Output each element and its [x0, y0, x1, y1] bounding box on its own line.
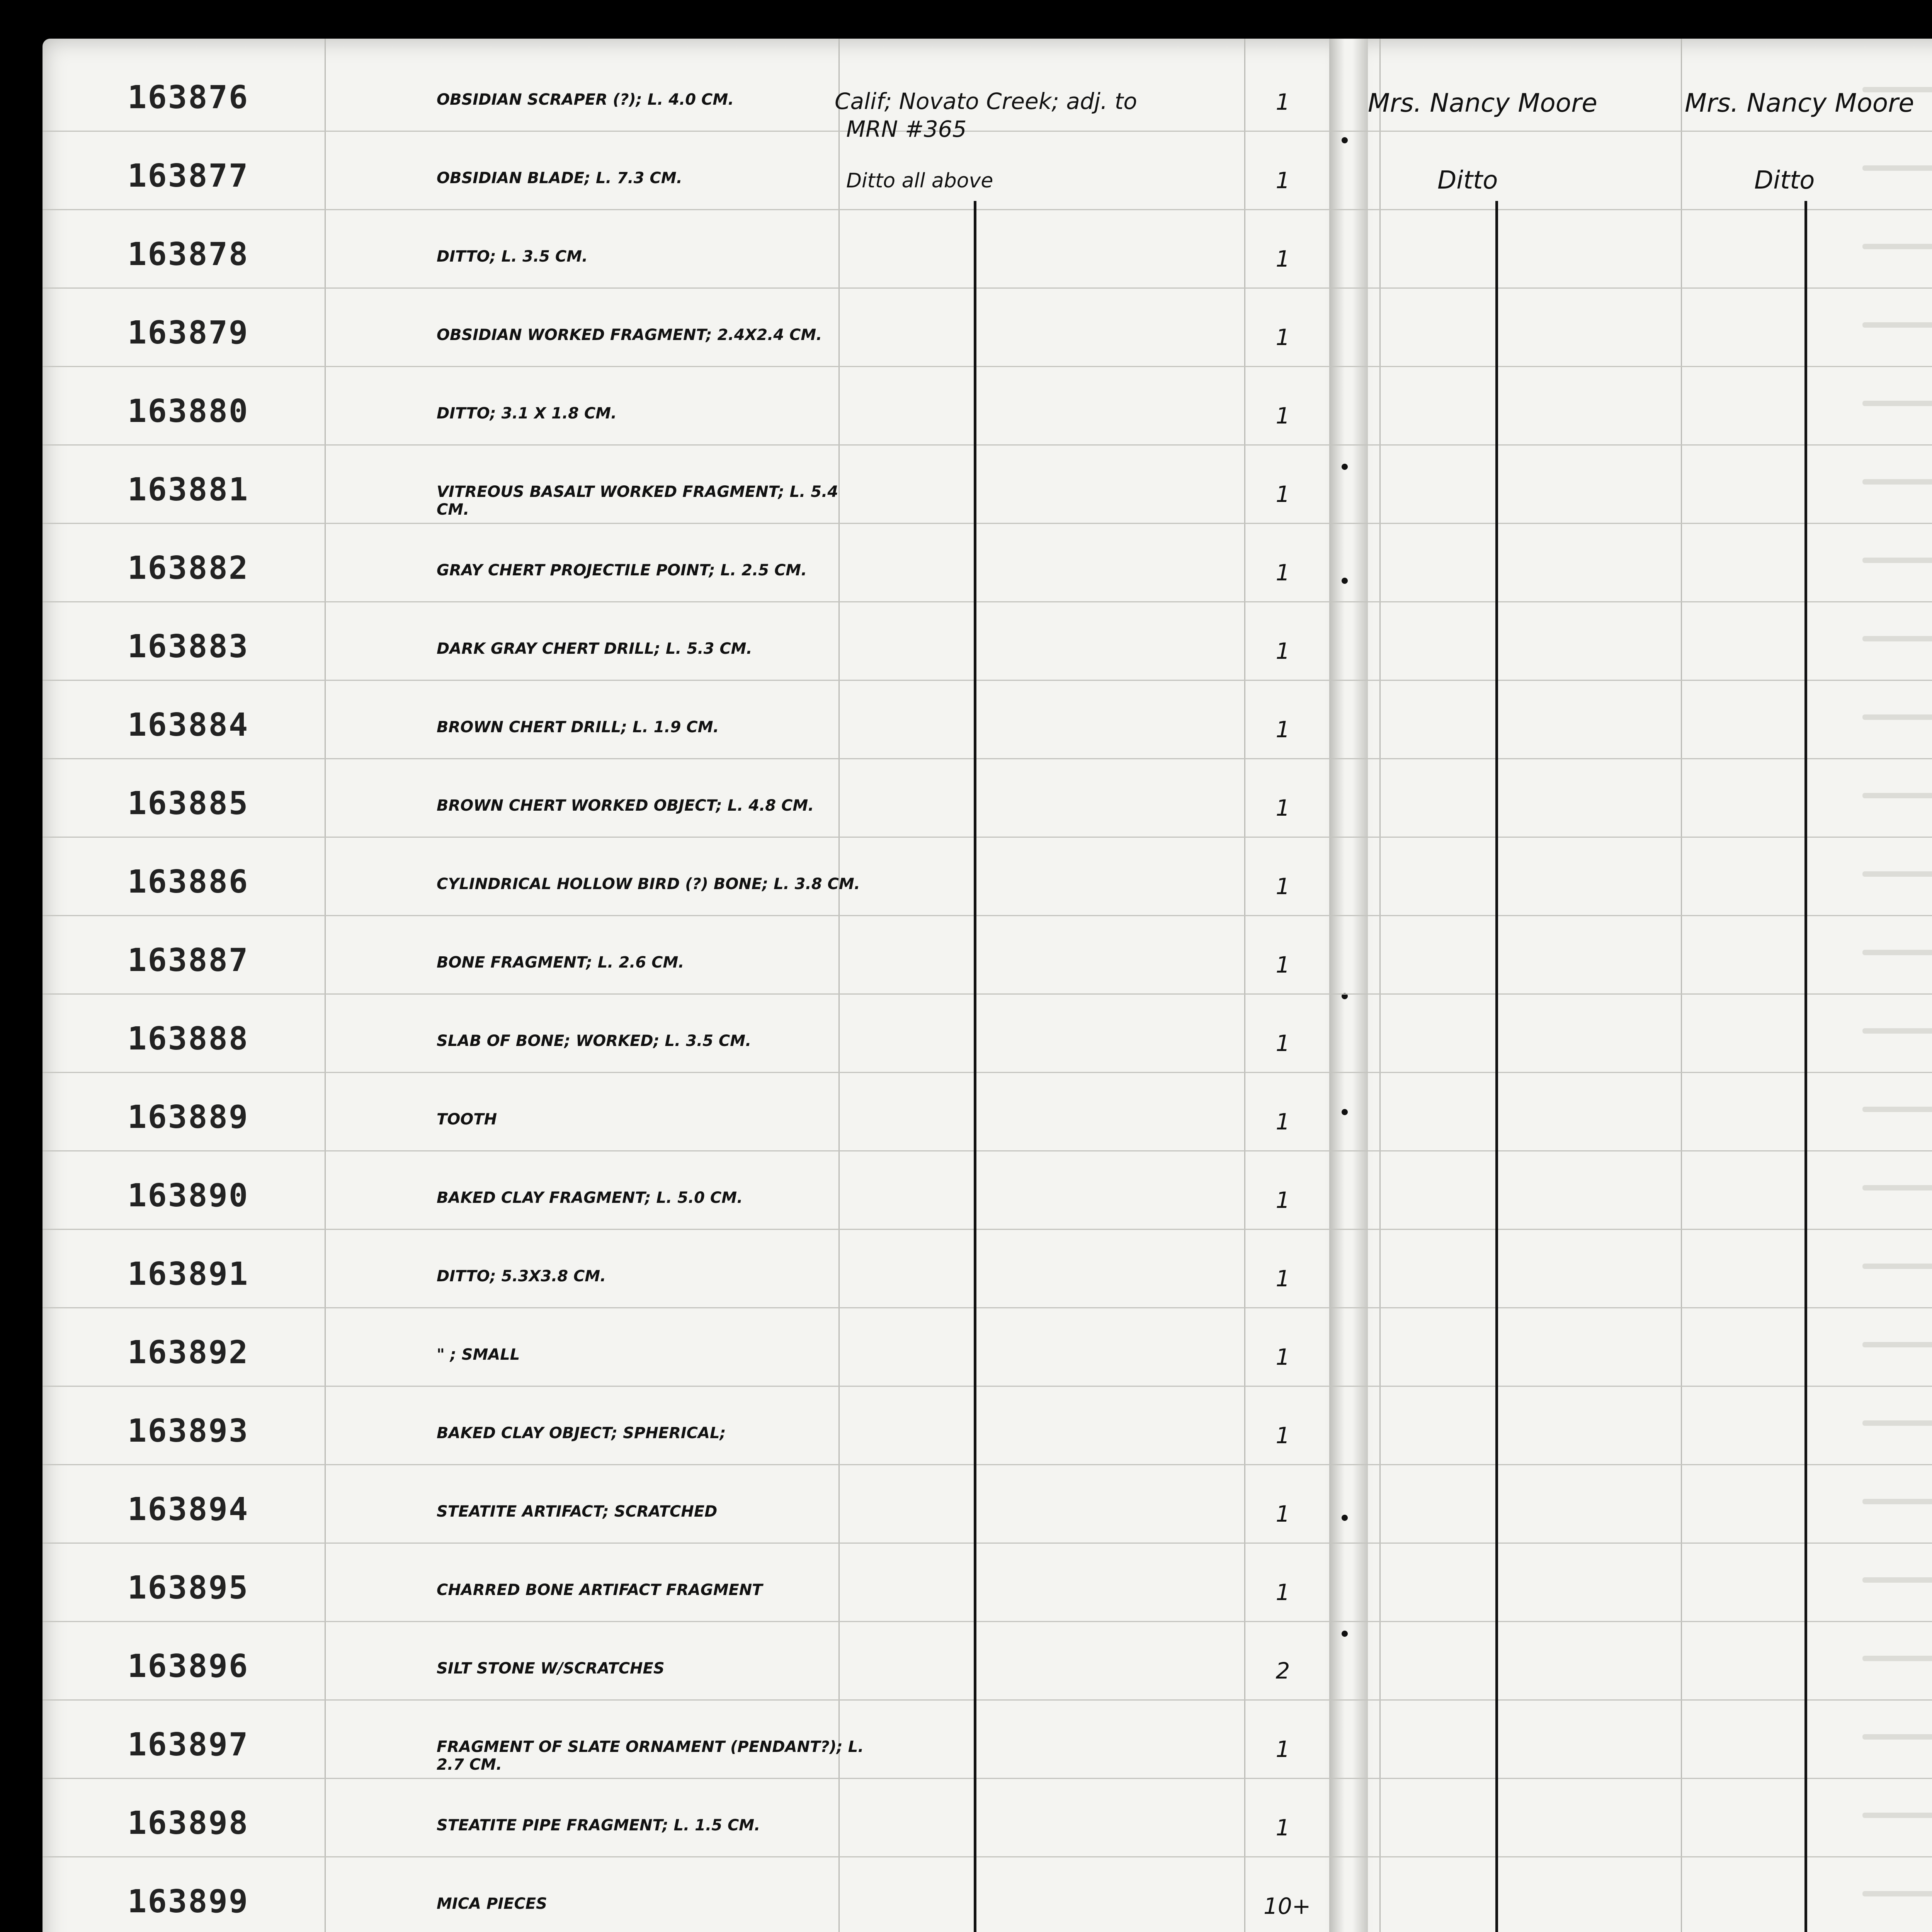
- item-quantity: 1: [1276, 167, 1290, 194]
- bleed-through-mark: [1862, 244, 1932, 249]
- catalog-number: 163878: [128, 236, 249, 273]
- item-description: BROWN CHERT WORKED OBJECT; L. 4.8 CM.: [437, 797, 814, 815]
- item-description: BROWN CHERT DRILL; L. 1.9 CM.: [437, 718, 719, 736]
- catalog-number: 163897: [128, 1726, 249, 1763]
- row-rule: [43, 1150, 1932, 1151]
- table-row: [43, 1625, 1932, 1704]
- item-description: BONE FRAGMENT; L. 2.6 CM.: [437, 954, 684, 971]
- catalog-number: 163891: [128, 1256, 249, 1293]
- item-description: SILT STONE W/SCRATCHES: [437, 1660, 665, 1677]
- item-quantity: 1: [1276, 1030, 1290, 1056]
- collector-name: Mrs. Nancy Moore: [1368, 88, 1597, 118]
- row-rule: [43, 1621, 1932, 1622]
- catalog-number: 163877: [128, 158, 249, 194]
- bleed-through-mark: [1862, 636, 1932, 641]
- bleed-through-mark: [1862, 1264, 1932, 1269]
- catalog-number: 163880: [128, 393, 249, 430]
- ditto-line: [974, 201, 976, 1932]
- catalog-number: 163882: [128, 550, 249, 587]
- ditto-line: [1495, 201, 1498, 1932]
- bleed-through-mark: [1862, 950, 1932, 955]
- item-description: CYLINDRICAL HOLLOW BIRD (?) BONE; L. 3.8 CM.: [437, 875, 860, 893]
- item-description: BAKED CLAY FRAGMENT; L. 5.0 CM.: [437, 1189, 743, 1207]
- catalog-number: 163889: [128, 1099, 249, 1136]
- locality-line1: Calif; Novato Creek; adj. to: [835, 88, 1137, 114]
- bleed-through-mark: [1862, 322, 1932, 328]
- catalog-number: 163893: [128, 1413, 249, 1449]
- table-row: [43, 291, 1932, 371]
- row-rule: [43, 131, 1932, 132]
- collector-ditto: Ditto: [1437, 166, 1498, 195]
- table-row: [43, 1782, 1932, 1861]
- row-rule: [43, 1072, 1932, 1073]
- donor-ditto: Ditto: [1754, 166, 1815, 195]
- item-quantity: 1: [1276, 1109, 1290, 1135]
- item-description: FRAGMENT OF SLATE ORNAMENT (PENDANT?); L. 2.7 CM.: [437, 1738, 864, 1774]
- table-row: [43, 684, 1932, 763]
- locality-ditto: Ditto all above: [846, 169, 993, 192]
- item-description: GRAY CHERT PROJECTILE POINT; L. 2.5 CM.: [437, 561, 807, 579]
- item-description: DITTO; 5.3X3.8 CM.: [437, 1267, 606, 1285]
- item-description: VITREOUS BASALT WORKED FRAGMENT; L. 5.4 CM.: [437, 483, 838, 519]
- table-row: [43, 370, 1932, 449]
- bleed-through-mark: [1862, 1577, 1932, 1583]
- item-quantity: 1: [1276, 324, 1290, 350]
- row-rule: [43, 444, 1932, 446]
- item-quantity: 1: [1276, 638, 1290, 664]
- table-row: [43, 605, 1932, 684]
- item-description: OBSIDIAN BLADE; L. 7.3 CM.: [437, 169, 682, 187]
- table-row: [43, 1468, 1932, 1547]
- bleed-through-mark: [1862, 479, 1932, 485]
- bleed-through-mark: [1862, 793, 1932, 798]
- row-rule: [43, 680, 1932, 681]
- catalog-number: 163886: [128, 864, 249, 900]
- row-rule: [43, 601, 1932, 602]
- table-row: [43, 1546, 1932, 1626]
- item-quantity: 1: [1276, 560, 1290, 586]
- catalog-number: 163896: [128, 1648, 249, 1685]
- row-rule: [43, 1386, 1932, 1387]
- item-description: " ; SMALL: [437, 1346, 520, 1364]
- ditto-line: [1804, 201, 1807, 1932]
- item-quantity: 1: [1276, 1422, 1290, 1449]
- row-rule: [43, 1464, 1932, 1465]
- item-quantity: 1: [1276, 1501, 1290, 1527]
- row-rule: [43, 1307, 1932, 1308]
- table-row: [43, 762, 1932, 841]
- row-rule: [43, 915, 1932, 916]
- catalog-number: 163899: [128, 1883, 249, 1920]
- item-quantity: 1: [1276, 873, 1290, 900]
- item-quantity: 1: [1276, 246, 1290, 272]
- bleed-through-mark: [1862, 1185, 1932, 1190]
- table-row: [43, 997, 1932, 1077]
- catalog-number: 163879: [128, 315, 249, 351]
- item-quantity: 1: [1276, 716, 1290, 743]
- item-quantity: 10+: [1264, 1893, 1311, 1919]
- table-row: [43, 840, 1932, 920]
- row-rule: [43, 837, 1932, 838]
- item-description: MICA PIECES: [437, 1895, 547, 1913]
- item-description: STEATITE ARTIFACT; SCRATCHED: [437, 1503, 718, 1520]
- table-row: [43, 919, 1932, 998]
- bleed-through-mark: [1862, 1420, 1932, 1426]
- row-rule: [43, 287, 1932, 289]
- catalog-number: 163898: [128, 1805, 249, 1842]
- item-quantity: 1: [1276, 481, 1290, 507]
- row-rule: [43, 758, 1932, 759]
- table-row: [43, 527, 1932, 606]
- catalog-number: 163894: [128, 1491, 249, 1528]
- bleed-through-mark: [1862, 1734, 1932, 1740]
- item-description: DITTO; 3.1 X 1.8 CM.: [437, 405, 617, 422]
- catalog-number: 163883: [128, 628, 249, 665]
- item-quantity: 1: [1276, 952, 1290, 978]
- catalog-number: 163884: [128, 707, 249, 743]
- item-quantity: 1: [1276, 1736, 1290, 1762]
- catalog-number: 163888: [128, 1020, 249, 1057]
- catalog-number: 163885: [128, 785, 249, 822]
- item-quantity: 1: [1276, 89, 1290, 115]
- item-description: BAKED CLAY OBJECT; SPHERICAL;: [437, 1424, 726, 1442]
- item-description: TOOTH: [437, 1111, 497, 1128]
- table-row: [43, 1311, 1932, 1390]
- row-rule: [43, 523, 1932, 524]
- bleed-through-mark: [1862, 871, 1932, 877]
- catalog-number: 163892: [128, 1334, 249, 1371]
- row-rule: [43, 1856, 1932, 1857]
- bleed-through-mark: [1862, 1813, 1932, 1818]
- item-quantity: 1: [1276, 1579, 1290, 1605]
- item-quantity: 1: [1276, 1815, 1290, 1841]
- catalog-number: 163895: [128, 1570, 249, 1606]
- item-description: DITTO; L. 3.5 CM.: [437, 248, 588, 265]
- bleed-through-mark: [1862, 714, 1932, 720]
- bleed-through-mark: [1862, 1028, 1932, 1034]
- table-row: [43, 448, 1932, 527]
- table-row: [43, 1233, 1932, 1312]
- item-description: OBSIDIAN SCRAPER (?); L. 4.0 CM.: [437, 91, 734, 109]
- item-quantity: 2: [1276, 1658, 1290, 1684]
- item-quantity: 1: [1276, 1344, 1290, 1370]
- bleed-through-mark: [1862, 1499, 1932, 1504]
- table-row: [43, 1389, 1932, 1469]
- table-row: [43, 1076, 1932, 1155]
- item-quantity: 1: [1276, 403, 1290, 429]
- item-description: CHARRED BONE ARTIFACT FRAGMENT: [437, 1581, 763, 1599]
- table-row: [43, 1860, 1932, 1932]
- bleed-through-mark: [1862, 558, 1932, 563]
- catalog-number: 163876: [128, 79, 249, 116]
- item-quantity: 1: [1276, 795, 1290, 821]
- row-rule: [43, 1229, 1932, 1230]
- bleed-through-mark: [1862, 1656, 1932, 1661]
- bleed-through-mark: [1862, 165, 1932, 171]
- donor-name: Mrs. Nancy Moore: [1685, 88, 1914, 118]
- bleed-through-mark: [1862, 1891, 1932, 1896]
- row-rule: [43, 366, 1932, 367]
- catalog-number: 163887: [128, 942, 249, 979]
- row-rule: [43, 993, 1932, 995]
- item-description: STEATITE PIPE FRAGMENT; L. 1.5 CM.: [437, 1816, 760, 1834]
- row-rule: [43, 1543, 1932, 1544]
- table-row: [43, 1154, 1932, 1233]
- bleed-through-mark: [1862, 1107, 1932, 1112]
- item-description: DARK GRAY CHERT DRILL; L. 5.3 CM.: [437, 640, 752, 658]
- catalog-number: 163881: [128, 471, 249, 508]
- item-description: OBSIDIAN WORKED FRAGMENT; 2.4X2.4 CM.: [437, 326, 822, 344]
- row-rule: [43, 209, 1932, 210]
- row-rule: [43, 1699, 1932, 1701]
- locality-line2: MRN #365: [846, 116, 967, 142]
- item-quantity: 1: [1276, 1265, 1290, 1292]
- item-description: SLAB OF BONE; WORKED; L. 3.5 CM.: [437, 1032, 752, 1050]
- row-rule: [43, 1778, 1932, 1779]
- table-row: [43, 1703, 1932, 1782]
- bleed-through-mark: [1862, 1342, 1932, 1347]
- bleed-through-mark: [1862, 401, 1932, 406]
- item-quantity: 1: [1276, 1187, 1290, 1213]
- table-row: [43, 213, 1932, 292]
- catalog-number: 163890: [128, 1177, 249, 1214]
